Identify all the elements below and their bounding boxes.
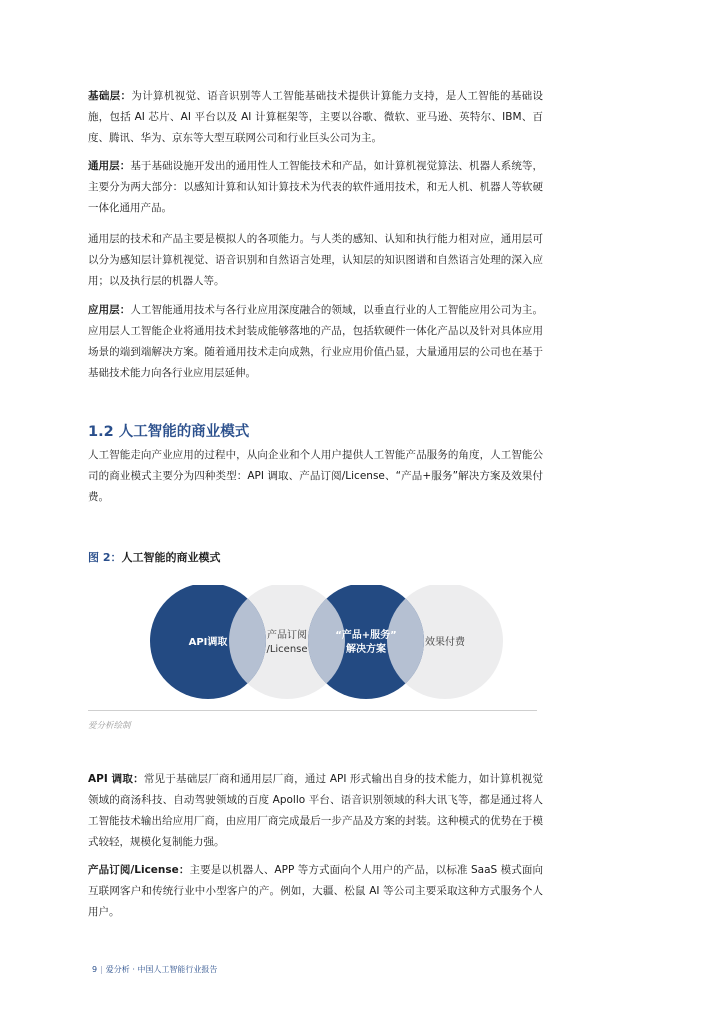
page-number: 9	[92, 965, 98, 974]
label-product-subscription-line1: 产品订阅	[267, 630, 307, 641]
base-layer-label: 基础层：	[88, 90, 132, 102]
footer-divider: |	[100, 965, 103, 974]
label-product-service-line2: 解决方案	[346, 644, 386, 655]
license-text: 主要是以机器人、APP 等方式面向个人用户的产品，以标准 SaaS 模式面向互联网客户和传统行业中小型客户的产。例如，大疆、松鼠 AI 等公司主要采取这种方式服务个人用户。	[88, 864, 543, 918]
application-layer-label: 应用层：	[88, 304, 131, 316]
paragraph-application-layer	[88, 300, 543, 384]
figure-title-text: 人工智能的商业模式	[121, 551, 221, 564]
general-detail-text: 通用层的技术和产品主要是模拟人的各项能力。与人类的感知、认知和执行能力相对应，通用层可以分为感知层计算机视觉、语音识别和自然语言处理，认知层的知识图谱和自然语言处理的深入应用；以及执行层的机器人等。	[88, 233, 543, 287]
figure-divider	[88, 710, 537, 711]
base-layer-text: 为计算机视觉、语音识别等人工智能基础技术提供计算能力支持，是人工智能的基础设施，包括 AI 芯片、AI 平台以及 AI 计算框架等，主要以谷歌、微软、亚马逊、英特尔、IBM、百度、腾讯、华为、京东等大型互联网公司和行业巨头公司为主。	[88, 90, 544, 144]
paragraph-general-detail	[88, 229, 543, 292]
api-call-text: 常见于基础层厂商和通用层厂商，通过 API 形式输出自身的技术能力，如计算机视觉领域的商汤科技、自动驾驶领域的百度 Apollo 平台、语音识别领域的科大讯飞等，都是通过将人工智能技术输出给应用厂商，由应用厂商完成最后一步产品及方案的封装。这种模式的优势在于模式较轻，规模化复制能力强。	[88, 773, 543, 848]
label-product-service-line1: “产品+服务”	[335, 630, 397, 641]
figure-title	[88, 549, 220, 565]
license-label: 产品订阅/License：	[88, 864, 190, 876]
general-layer-label: 通用层：	[88, 160, 131, 172]
label-performance-payment: 效果付费	[425, 637, 465, 648]
footer-text: 爱分析 · 中国人工智能行业报告	[105, 965, 218, 974]
figure-number: 图 2：	[88, 551, 122, 564]
paragraph-base-layer	[88, 86, 543, 149]
paragraph-section-intro	[88, 445, 543, 508]
label-api-call: API调取	[188, 637, 228, 648]
api-call-label: API 调取：	[88, 773, 144, 785]
application-layer-text: 人工智能通用技术与各行业应用深度融合的领域，以垂直行业的人工智能应用公司为主。应用层人工智能企业将通用技术封装成能够落地的产品，包括软硬件一体化产品以及针对具体应用场景的端到端解决方案。随着通用技术走向成熟，行业应用价值凸显，大量通用层的公司也在基于基础技术能力向各行业应用层延伸。	[88, 304, 544, 379]
business-model-diagram	[88, 585, 537, 703]
section-intro-text: 人工智能走向产业应用的过程中，从向企业和个人用户提供人工智能产品服务的角度，人工智能公司的商业模式主要分为四种类型：API 调取、产品订阅/License、“产品+服务”解决方案及效果付费。	[88, 449, 543, 503]
paragraph-api-call	[88, 769, 543, 853]
paragraph-license	[88, 860, 543, 923]
general-layer-text: 基于基础设施开发出的通用性人工智能技术和产品，如计算机视觉算法、机器人系统等，主要分为两大部分：以感知计算和认知计算技术为代表的软件通用技术，和无人机、机器人等软硬一体化通用产品。	[88, 160, 544, 214]
page-footer	[92, 964, 217, 975]
paragraph-general-layer	[88, 156, 543, 219]
section-title: 1.2 人工智能的商业模式	[88, 424, 250, 440]
figure-source: 爱分析绘制	[88, 721, 131, 731]
label-product-subscription-line2: /License	[266, 644, 308, 655]
